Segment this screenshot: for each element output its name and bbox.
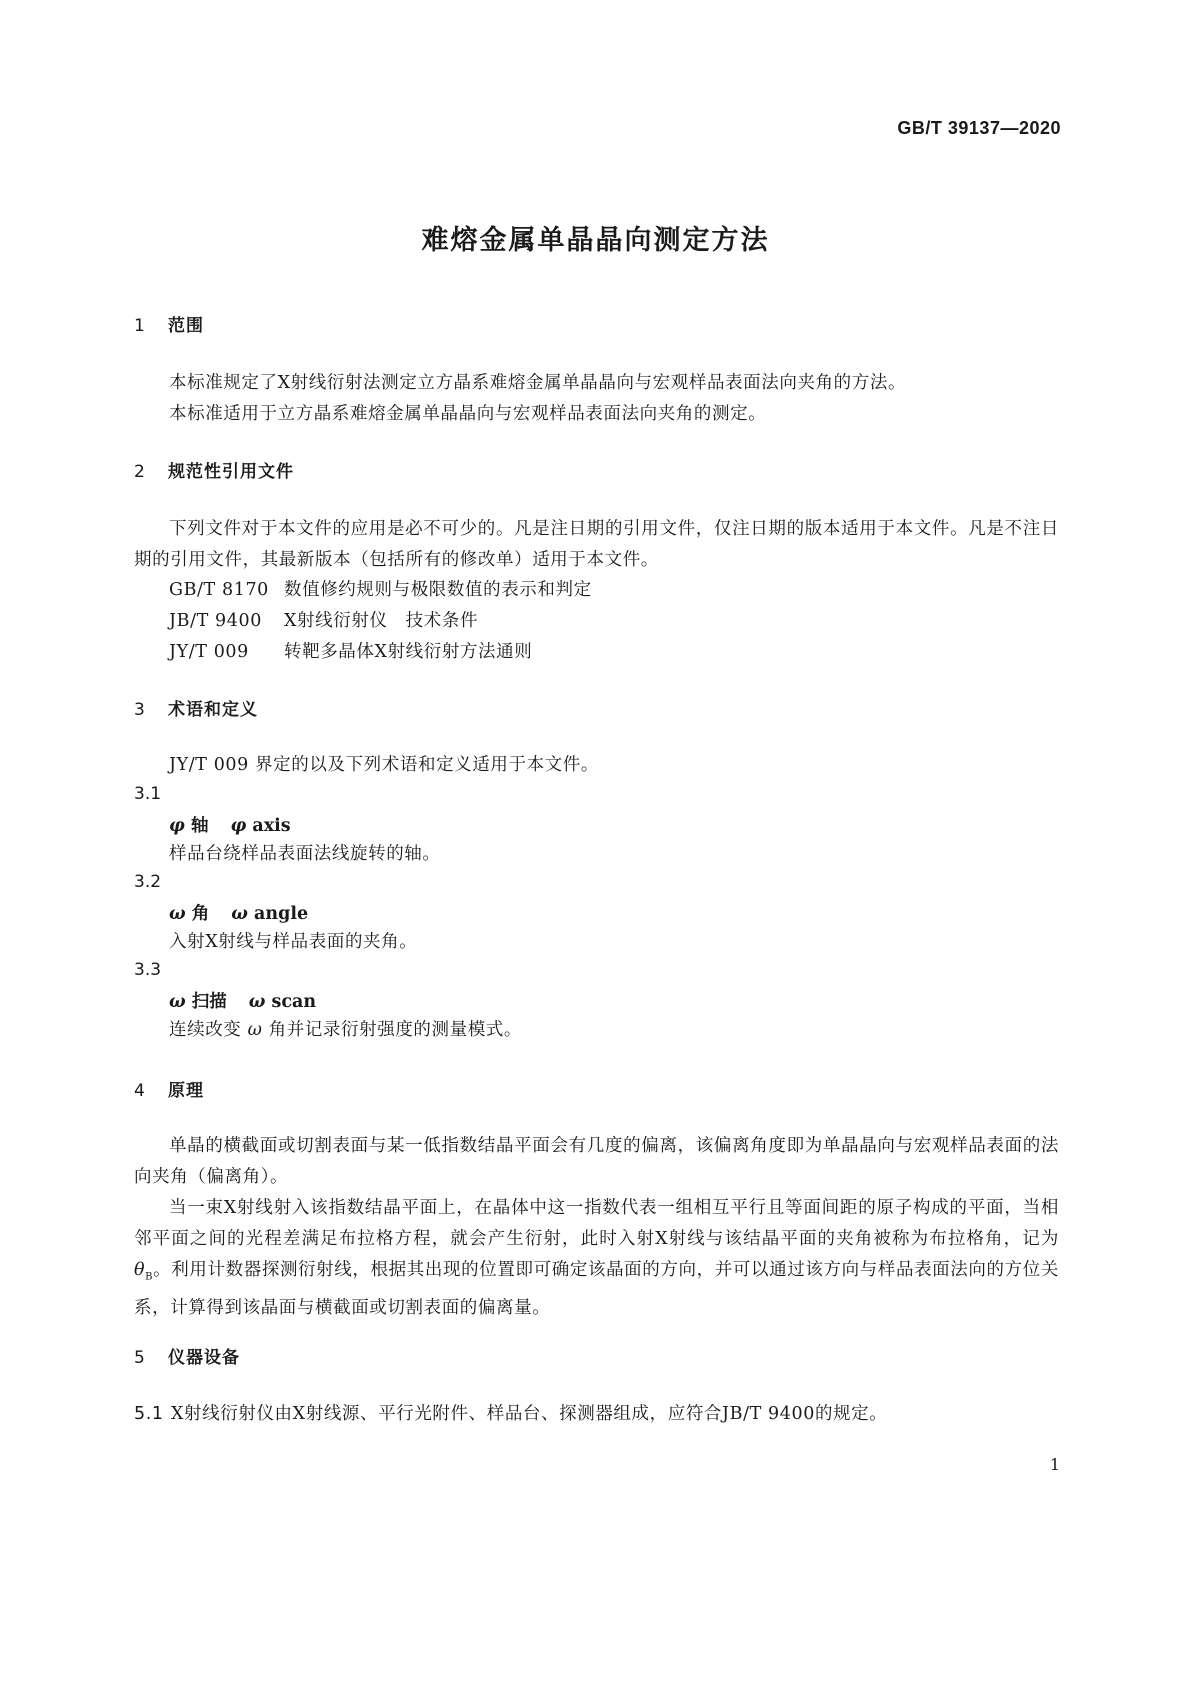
paragraph-text: 当一束X射线射入该指数结晶平面上，在晶体中这一指数代表一组相互平行且等面间距的原子构成的平面，当相邻平面之间的光程差满足布拉格方程，就会产生衍射，此时入射X射线与该结晶平面的夹角被称为布拉格角，记为 <box>134 1198 1059 1249</box>
term-name <box>169 812 291 837</box>
clause-text: X射线衍射仪由X射线源、平行光附件、样品台、探测器组成，应符合JB/T 9400的规定。 <box>171 1404 888 1424</box>
section-1-paragraph-2: 本标准适用于立方晶系难熔金属单晶晶向与宏观样品表面法向夹角的测定。 <box>169 404 767 424</box>
section-title: 范围 <box>168 316 204 336</box>
reference-item <box>169 576 592 601</box>
clause-5-1 <box>134 1400 887 1425</box>
reference-code: JB/T 9400 <box>169 611 262 631</box>
term-symbol: φ <box>169 816 185 836</box>
term-number: 3.3 <box>134 960 162 980</box>
section-5-heading <box>134 1343 240 1368</box>
reference-code: JY/T 009 <box>169 642 249 662</box>
reference-code: GB/T 8170 <box>169 580 269 600</box>
definition-symbol: ω <box>247 1020 263 1040</box>
section-number: 2 <box>134 462 146 482</box>
document-title: 难熔金属单晶晶向测定方法 <box>421 225 770 256</box>
reference-title: X射线衍射仪 技术条件 <box>284 611 479 631</box>
section-number: 4 <box>134 1081 146 1101</box>
term-chinese: 轴 <box>190 816 209 836</box>
section-4-heading <box>134 1076 204 1101</box>
section-3-intro: JY/T 009 界定的以及下列术语和定义适用于本文件。 <box>169 755 599 775</box>
section-title: 仪器设备 <box>168 1348 240 1368</box>
term-definition <box>169 1016 522 1041</box>
section-title: 术语和定义 <box>168 700 258 720</box>
term-chinese: 角 <box>191 904 210 924</box>
term-english: scan <box>271 992 317 1012</box>
section-4-paragraph-1: 单晶的横截面或切割表面与某一低指数结晶平面会有几度的偏离，该偏离角度即为单晶晶向与宏观样品表面的法向夹角（偏离角）。 <box>134 1136 1059 1187</box>
section-title: 规范性引用文件 <box>168 462 294 482</box>
bragg-angle-symbol: θ <box>134 1260 146 1280</box>
term-symbol-en: ω <box>248 992 266 1012</box>
term-english: angle <box>254 904 309 924</box>
reference-title: 数值修约规则与极限数值的表示和判定 <box>284 580 592 600</box>
section-number: 3 <box>134 700 146 720</box>
term-symbol-en: ω <box>231 904 248 924</box>
reference-title: 转靶多晶体X射线衍射方法通则 <box>284 642 533 662</box>
term-definition: 入射X射线与样品表面的夹角。 <box>169 932 418 952</box>
term-symbol-en: φ <box>230 816 247 836</box>
section-4-paragraph-2 <box>134 1193 1059 1324</box>
section-1-paragraph-1: 本标准规定了X射线衍射法测定立方晶系难熔金属单晶晶向与宏观样品表面法向夹角的方法。 <box>169 373 907 393</box>
section-title: 原理 <box>168 1081 204 1101</box>
term-symbol: ω <box>169 992 186 1012</box>
definition-text: 连续改变 <box>169 1020 242 1040</box>
section-2-heading <box>134 457 294 482</box>
section-1-heading <box>134 311 204 336</box>
section-number: 1 <box>134 316 146 336</box>
section-number: 5 <box>134 1348 146 1368</box>
definition-text: 角并记录衍射强度的测量模式。 <box>268 1020 523 1040</box>
term-chinese: 扫描 <box>191 992 227 1012</box>
term-definition: 样品台绕样品表面法线旋转的轴。 <box>169 844 441 864</box>
paragraph-text: 。利用计数器探测衍射线，根据其出现的位置即可确定该晶面的方向，并可以通过该方向与样品表面法向的方位关系，计算得到该晶面与横截面或切割表面的偏离量。 <box>134 1260 1059 1318</box>
clause-number: 5.1 <box>134 1404 164 1424</box>
term-number: 3.1 <box>134 784 162 804</box>
section-2-intro: 下列文件对于本文件的应用是必不可少的。凡是注日期的引用文件，仅注日期的版本适用于本文件。凡是不注日期的引用文件，其最新版本（包括所有的修改单）适用于本文件。 <box>134 519 1059 570</box>
term-number: 3.2 <box>134 872 162 892</box>
term-name <box>169 988 316 1013</box>
standard-number: GB/T 39137—2020 <box>897 118 1061 138</box>
term-english: axis <box>252 816 291 836</box>
bragg-angle-subscript: B <box>145 1271 154 1283</box>
page-number: 1 <box>1049 1455 1060 1474</box>
reference-item <box>169 607 478 632</box>
section-3-heading <box>134 695 258 720</box>
term-symbol: ω <box>169 904 186 924</box>
reference-item <box>169 638 532 663</box>
term-name <box>169 900 308 925</box>
